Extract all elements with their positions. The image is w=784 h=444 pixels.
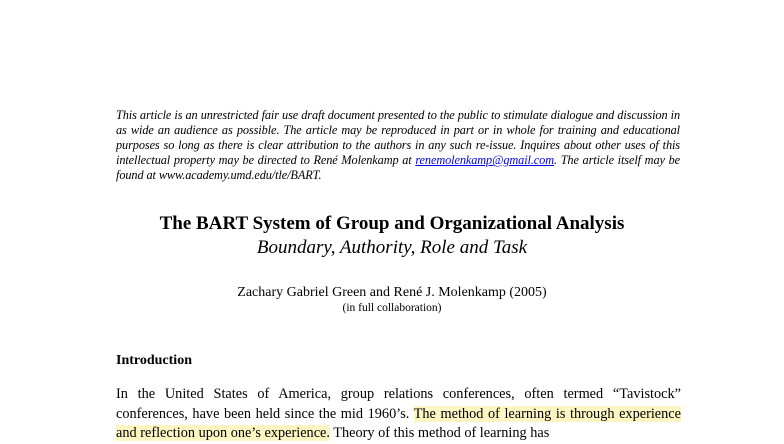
collaboration-note: (in full collaboration) xyxy=(342,302,442,314)
intro-paragraph xyxy=(116,385,681,444)
article-subtitle: Boundary, Authority, Role and Task xyxy=(256,237,528,258)
article-title: The BART System of Group and Organizational Analysis xyxy=(159,213,625,234)
email-link[interactable]: renemolenkamp@gmail.com xyxy=(415,153,554,167)
disclaimer-text-end: . The article itself may be found at www.academy.umd.edu/tle/BART. xyxy=(116,153,680,182)
section-heading: Introduction xyxy=(116,353,192,368)
paragraph-text-end: Theory of this method of learning has xyxy=(329,425,550,441)
disclaimer-paragraph xyxy=(116,108,680,183)
authors-line: Zachary Gabriel Green and René J. Molenkamp (2005) xyxy=(237,285,547,300)
highlighted-text: The method of learning is through experience and reflection upon one’s experience. xyxy=(116,405,681,441)
paragraph-text: In the United States of America, group relations conferences, often termed “Tavistock” conferences, have been held since the mid 1960’s. xyxy=(116,386,681,422)
disclaimer-text: This article is an unrestricted fair use draft document presented to the public to stimulate dialogue and discussion in as wide an audience as possible. The article may be reproduced in part or in whole for training and educational purposes so long as there is clear attribution to the authors in any such re-issue. Inquires about other uses of this intellectual property may be directed to René Molenkamp at xyxy=(116,108,680,167)
